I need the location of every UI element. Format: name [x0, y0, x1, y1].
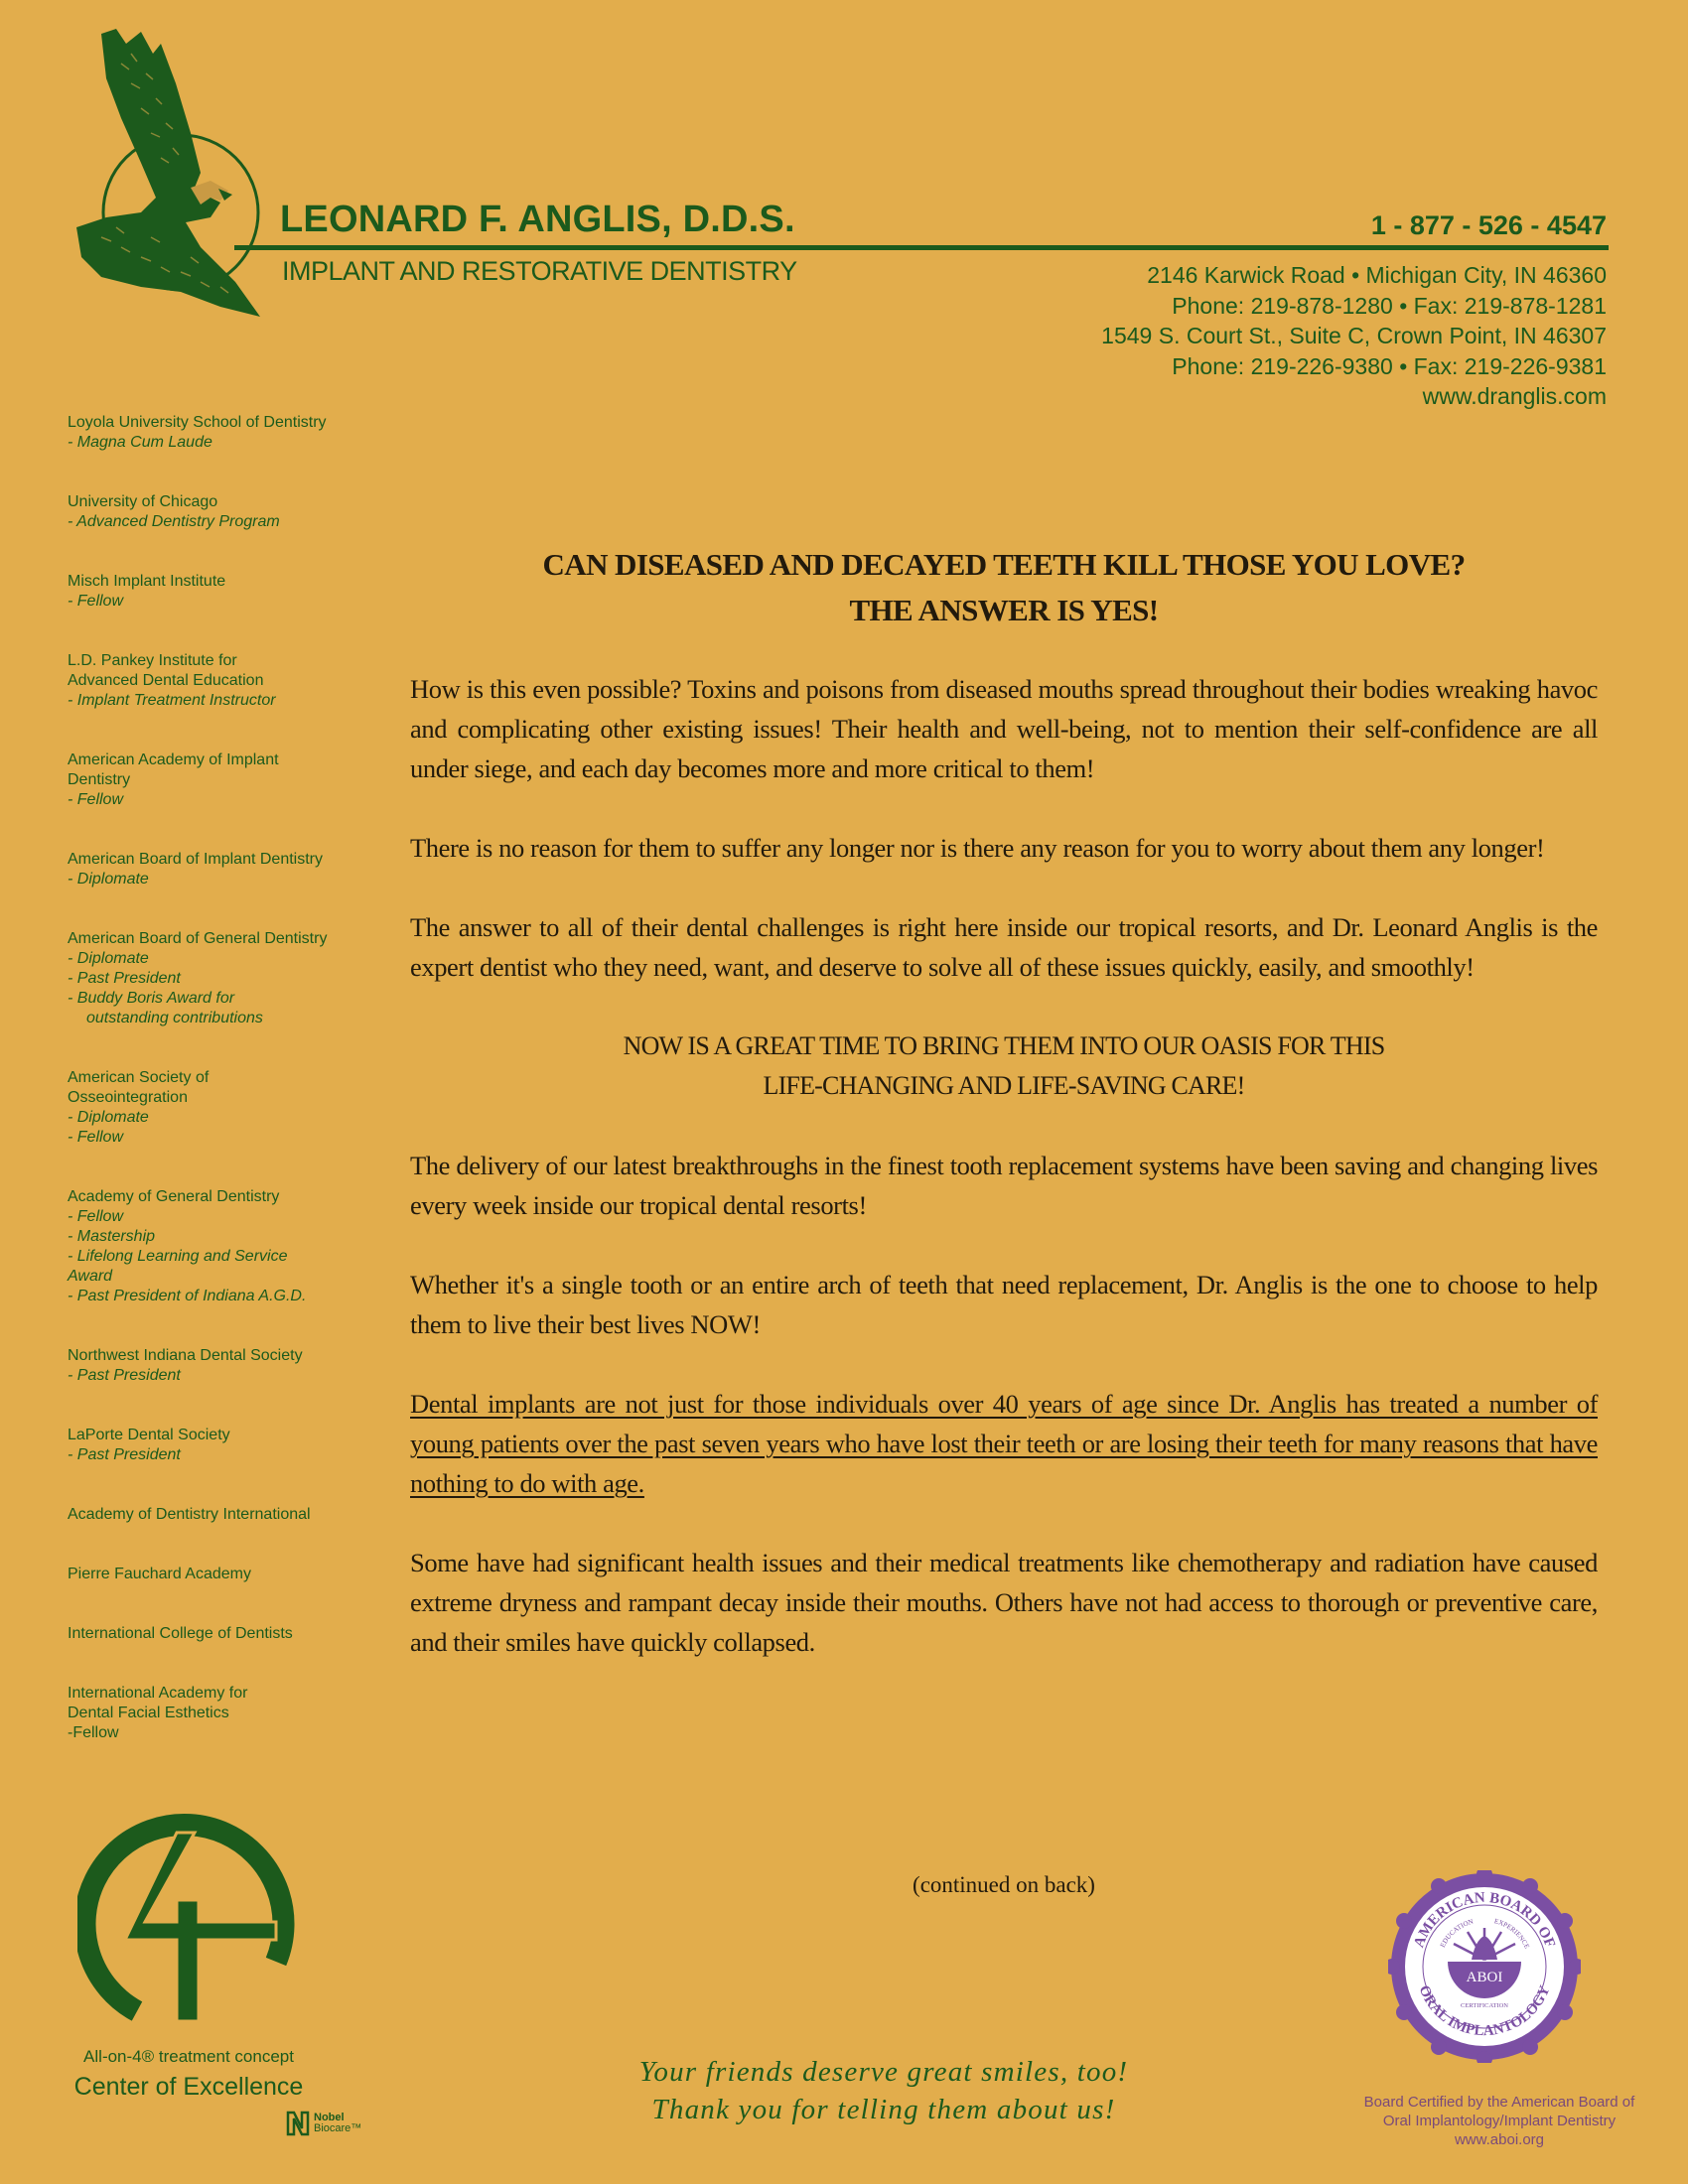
svg-text:EXPERIENCE: EXPERIENCE: [1493, 1917, 1531, 1951]
credential-item: [68, 413, 365, 453]
credential-distinction: - Diplomate: [68, 950, 149, 967]
credential-title: Northwest Indiana Dental Society: [68, 1347, 303, 1364]
practice-name: LEONARD F. ANGLIS, D.D.S.: [280, 199, 795, 240]
cta-line-2: LIFE-CHANGING AND LIFE-SAVING CARE!: [763, 1071, 1245, 1100]
credential-title: University of Chicago: [68, 493, 218, 510]
credential-distinction: - Past President: [68, 1367, 181, 1384]
credential-item: [68, 1426, 365, 1465]
aboi-seal-icon: [1388, 1870, 1581, 2063]
credential-item: [68, 1346, 365, 1386]
credential-distinction: - Mastership: [68, 1228, 156, 1245]
paragraph-6: Whether it's a single tooth or an entire arch of teeth that need replacement, Dr. Anglis is the one to choose to help them to live their best lives NOW!: [410, 1270, 1598, 1339]
svg-text:ORAL IMPLANTOLOGY: ORAL IMPLANTOLOGY: [1415, 1982, 1554, 2040]
credential-distinction: - Past President of Indiana A.G.D.: [68, 1288, 307, 1304]
header-rule: [234, 245, 1609, 250]
credential-title: Loyola University School of Dentistry: [68, 414, 327, 431]
credential-distinction: - Fellow: [68, 1208, 124, 1225]
credential-item: [68, 1068, 365, 1148]
credential-title: Dental Facial Esthetics: [68, 1705, 229, 1721]
credential-title: American Academy of Implant: [68, 751, 279, 768]
credential-distinction: - Past President: [68, 1446, 181, 1463]
paragraph-1: How is this even possible? Toxins and poisons from diseased mouths spread throughout their bodies wreaking havoc and complicating other existing issues! Their health and well-being, not to mention their self-confidence are all under siege, and each day becomes more and more critical to them!: [410, 674, 1598, 783]
credential-item: [68, 929, 365, 1028]
credential-distinction: - Diplomate: [68, 871, 149, 887]
credential-item: [68, 492, 365, 532]
toll-free-number[interactable]: 1 - 877 - 526 - 4547: [1370, 210, 1607, 240]
nobel-word: Nobel: [314, 2112, 345, 2123]
credential-title: Pierre Fauchard Academy: [68, 1566, 251, 1582]
website-link[interactable]: www.dranglis.com: [1422, 383, 1607, 409]
aboi-website-link[interactable]: www.aboi.org: [1454, 2131, 1545, 2148]
referral-line-1: Your friends deserve great smiles, too!: [638, 2056, 1129, 2088]
credential-title: International College of Dentists: [68, 1625, 293, 1642]
credential-item: [68, 850, 365, 889]
address-crown-point: 1549 S. Court St., Suite C, Crown Point, IN 46307: [1101, 323, 1607, 348]
credential-distinction: - Fellow: [68, 593, 124, 610]
svg-text:AMERICAN BOARD OF: AMERICAN BOARD OF: [1411, 1889, 1558, 1951]
credential-title: -Fellow: [68, 1724, 119, 1741]
credential-title: Academy of Dentistry International: [68, 1506, 311, 1523]
all-on-4-logo-icon: [77, 1813, 296, 2033]
credential-title: International Academy for: [68, 1685, 248, 1702]
eagle-logo-icon: [62, 24, 270, 322]
credential-item: [68, 1624, 365, 1644]
address-michigan-city: 2146 Karwick Road • Michigan City, IN 46360: [1147, 262, 1607, 288]
all-on-4-caption: [40, 2047, 338, 2102]
svg-text:CERTIFICATION: CERTIFICATION: [1461, 2002, 1508, 2009]
credential-item: [68, 1505, 365, 1525]
credential-distinction: outstanding contributions: [86, 1010, 263, 1026]
credential-title: Osseointegration: [68, 1089, 188, 1106]
letter-body: [410, 542, 1598, 1702]
credential-item: [68, 1187, 365, 1306]
call-to-action: [410, 1026, 1598, 1106]
paragraph-5: The delivery of our latest breakthroughs in the finest tooth replacement systems have been saving and changing lives every week inside our tropical dental resorts!: [410, 1151, 1598, 1220]
credential-title: Misch Implant Institute: [68, 573, 226, 590]
paragraph-7-underlined: Dental implants are not just for those individuals over 40 years of age since Dr. Anglis has treated a number of young patients over the past seven years who have lost their teeth or are losing their teeth for many reasons that have nothing to do with age.: [410, 1389, 1598, 1498]
credentials-list: [68, 413, 365, 1783]
credential-title: American Board of Implant Dentistry: [68, 851, 323, 868]
all-on-4-line-2: Center of Excellence: [73, 2073, 304, 2101]
credential-title: American Board of General Dentistry: [68, 930, 328, 947]
credential-item: [68, 1684, 365, 1743]
credential-item: [68, 1565, 365, 1584]
aboi-caption-line-2: Oral Implantology/Implant Dentistry: [1382, 2113, 1617, 2129]
credential-item: [68, 572, 365, 612]
phone-fax-michigan-city[interactable]: Phone: 219-878-1280 • Fax: 219-878-1281: [1172, 292, 1607, 319]
credential-distinction: - Implant Treatment Instructor: [68, 692, 276, 709]
nobel-biocare-mark-icon: [286, 2111, 310, 2136]
phone-fax-crown-point[interactable]: Phone: 219-226-9380 • Fax: 219-226-9381: [1172, 352, 1607, 379]
credential-distinction: - Fellow: [68, 1129, 124, 1146]
practice-tagline: IMPLANT AND RESTORATIVE DENTISTRY: [282, 256, 797, 286]
credential-title: Dentistry: [68, 771, 131, 788]
nobel-biocare-logo: [286, 2111, 361, 2136]
credential-item: [68, 751, 365, 810]
credential-title: Academy of General Dentistry: [68, 1188, 280, 1205]
credential-distinction: - Buddy Boris Award for: [68, 990, 235, 1007]
contact-block: [1101, 260, 1607, 412]
credential-title: American Society of: [68, 1069, 210, 1086]
credential-title: L.D. Pankey Institute for: [68, 652, 237, 669]
credential-distinction: - Advanced Dentistry Program: [68, 513, 280, 530]
credential-item: [68, 651, 365, 711]
svg-text:EDUCATION: EDUCATION: [1438, 1917, 1475, 1950]
headline-line-1: CAN DISEASED AND DECAYED TEETH KILL THOSE YOU LOVE?: [542, 547, 1466, 582]
nobel-biocare-wordmark: [314, 2113, 361, 2134]
biocare-word: Biocare™: [314, 2122, 362, 2134]
credential-distinction: - Lifelong Learning and Service: [68, 1248, 288, 1265]
svg-text:ABOI: ABOI: [1466, 1970, 1503, 1985]
credential-title: LaPorte Dental Society: [68, 1427, 230, 1443]
cta-line-1: NOW IS A GREAT TIME TO BRING THEM INTO OUR OASIS FOR THIS: [623, 1031, 1385, 1060]
referral-line-2: Thank you for telling them about us!: [651, 2094, 1116, 2125]
credential-distinction: - Past President: [68, 970, 181, 987]
credential-distinction: - Diplomate: [68, 1109, 149, 1126]
aboi-caption-line-1: Board Certified by the American Board of: [1363, 2094, 1635, 2111]
headline-line-2: THE ANSWER IS YES!: [849, 593, 1159, 627]
aboi-caption: [1311, 2093, 1688, 2149]
paragraph-2: There is no reason for them to suffer any longer nor is there any reason for you to worry about them any longer!: [410, 833, 1545, 863]
credential-distinction: - Fellow: [68, 791, 124, 808]
credential-distinction: - Magna Cum Laude: [68, 434, 212, 451]
headline: [410, 542, 1598, 633]
credential-title: Advanced Dental Education: [68, 672, 264, 689]
paragraph-3: The answer to all of their dental challenges is right here inside our tropical resorts, and Dr. Leonard Anglis is the expert dentist who they need, want, and deserve to solve all of these issues quickly, easily, and smoothly!: [410, 912, 1598, 982]
referral-message: [556, 2053, 1211, 2128]
continued-note: (continued on back): [913, 1872, 1095, 1897]
credential-distinction: Award: [68, 1268, 113, 1285]
all-on-4-line-1: All-on-4® treatment concept: [83, 2047, 294, 2066]
paragraph-8: Some have had significant health issues and their medical treatments like chemotherapy and radiation have caused extreme dryness and rampant decay inside their mouths. Others have not had access to thorough or preventive care, and their smiles have quickly collapsed.: [410, 1548, 1598, 1657]
